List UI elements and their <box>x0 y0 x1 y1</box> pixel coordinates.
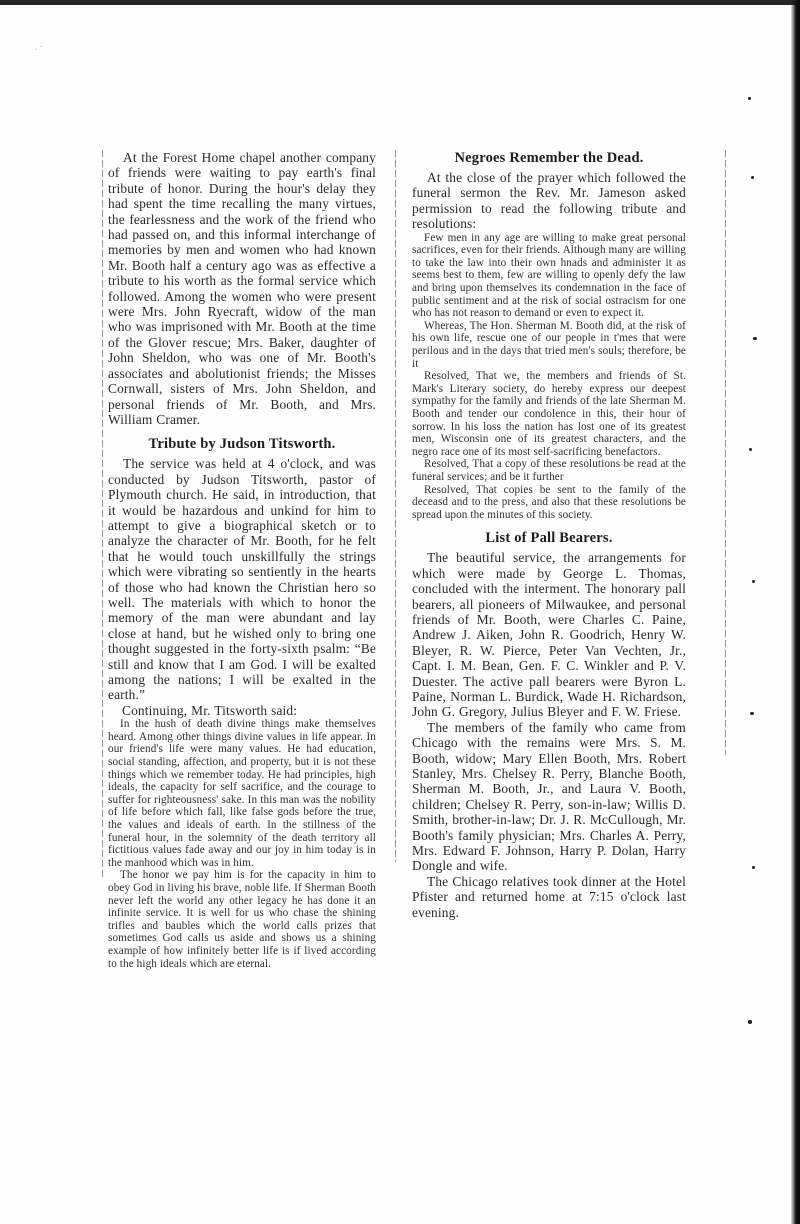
paragraph-continuing-titsworth: Continuing, Mr. Titsworth said: <box>122 702 298 718</box>
article-columns <box>108 150 728 970</box>
dust-speck <box>751 176 754 179</box>
resolution-whereas: Whereas, The Hon. Sherman M. Booth did, at the risk of his own life, rescue one of our people in t'mes that were perilous and in the days that tried men's souls; therefore, be it <box>412 319 686 370</box>
quote-hush-of-death: In the hush of death divine things make themselves heard. Among other things divine values in life appear. In our friend's life were many values. He had education, social standing, affection, and property, but it is not these things which we remember today. He had principles, high ideals, the capacity for self sacrifice, and the courage to suffer for righteousness' sake. In this man was the nobility of life before which fall, like false gods before the true, the values and ideals of earth. In the stillness of the funeral hour, in the solemnity of the death territory all fictitious values fade away and our joy in him today is in the manhood which was in him. <box>108 718 376 869</box>
column-rule-right <box>725 150 726 755</box>
heading-list-of-pall-bearers: List of Pall Bearers. <box>485 530 613 547</box>
heading-negroes-remember-the-dead: Negroes Remember the Dead. <box>454 150 644 166</box>
dust-speck <box>752 580 755 583</box>
resolution-first: Resolved, That we, the members and friends of St. Mark's Literary society, do hereby express our deepest sympathy for the family and friends of the late Sherman M. Booth and tender our condolence in this, their hour of sorrow. In his loss the nation has lost one of its greatest men, Wisconsin one of its greatest characters, and the negro race one of its most self-sacrificing benefactors. <box>412 370 686 458</box>
dust-speck <box>748 97 751 100</box>
paragraph-chicago-relatives: The Chicago relatives took dinner at the Hotel Pfister and returned home at 7:15 o'clock last evening. <box>412 873 686 920</box>
dust-speck <box>749 448 752 451</box>
heading-tribute-by-judson-titsworth: Tribute by Judson Titsworth. <box>148 436 336 453</box>
resolution-third: Resolved, That copies be sent to the family of the deceasd and to the press, and also that these resolutions be spread upon the minutes of this society. <box>412 483 686 521</box>
quote-honor-we-pay-him: The honor we pay him is for the capacity in him to obey God in living his brave, noble life. If Sherman Booth never left the world any other legacy he has done it an infinite service. It is well for us who chase the shining trifles and baubles which the world calls prizes that sometimes God calls us aside and shows us a shining example of how infinitely better life is if lived according to the high ideals which are eternal. <box>108 869 376 970</box>
paragraph-close-of-prayer: At the close of the prayer which followed the funeral sermon the Rev. Mr. Jameson asked permission to read the following tribute and resolutions: <box>412 170 686 232</box>
right-column <box>412 150 686 970</box>
paragraph-family-members: The members of the family who came from Chicago with the remains were Mrs. S. M. Booth, widow; Mary Ellen Booth, Mrs. Robert Stanley, Mrs. Chelsey R. Perry, Blanche Booth, Sherman M. Booth, Jr., and Laura V. Booth, children; Chelsey R. Perry, son-in-law; Willis D. Smith, brother-in-law; Dr. J. R. McCullough, Mr. Booth's family physician; Mrs. Charles A. Perry, Mrs. Edward F. Johnson, Harry P. Dolan, Harry Dongle and wife. <box>412 719 686 874</box>
resolution-second: Resolved, That a copy of these resolutions be read at the funeral services; and be it further <box>412 458 686 483</box>
corner-smudge-artifact: ·˙ <box>34 44 46 56</box>
scan-top-edge-band <box>0 0 800 5</box>
resolution-preamble: Few men in any age are willing to make great personal sacrifices, even for their friends. Although many are willing to take the law into their own hnads and administer it as seems best to them, few are willing to openly defy the law and bring upon themselves its condemnation in the face of public sentiment and at the risk of social ostracism for one who has not reason to demand or even to expect it. <box>412 231 686 320</box>
dust-speck <box>753 337 757 340</box>
newspaper-clipping <box>108 150 728 970</box>
left-column <box>108 150 376 970</box>
paragraph-forest-home-chapel: At the Forest Home chapel another company of friends were waiting to pay earth's final tribute of honor. During the hour's delay they had spent the time recalling the many virtues, the fearlessness and the work of the friend who had passed on, and this informal interchange of memories by men and women who had known Mr. Booth half a century ago was as effective a tribute to his worth as the formal service which followed. Among the women who were present were Mrs. John Ryecraft, widow of the man who was imprisoned with Mr. Booth at the time of the Glover rescue; Mrs. Baker, daughter of John Sheldon, who was one of Mr. Booth's associates and abolutionist friends; the Misses Cornwall, sisters of Mrs. John Sheldon, and personal friends of Mr. Booth, and Mrs. William Cramer. <box>108 150 376 427</box>
dust-speck <box>748 1020 752 1024</box>
paragraph-service-held: The service was held at 4 o'clock, and was conducted by Judson Titsworth, pastor of Plymouth church. He said, in introduction, that it would be hazardous and unkind for him to attempt to give a biographical sketch or to analyze the character of Mr. Booth, for he felt that he would touch unskillfully the strings which were vibrating so sentiently in the hearts of those who had known the Christian hero so well. The materials with which to honor the memory of the man were abundant and lay close at hand, but he wished only to bring one thought suggested in the forty-sixth psalm: “Be still and know that I am God. I will be exalted among the nations; I will be exalted in the earth.” <box>108 456 376 703</box>
dust-speck <box>750 712 754 715</box>
dust-speck <box>752 866 755 869</box>
column-rule-left <box>102 150 103 880</box>
paragraph-pall-bearers: The beautiful service, the arrangements for which were made by George L. Thomas, concluded with the interment. The honorary pall bearers, all pioneers of Milwaukee, and personal friends of Mr. Booth, were Charles C. Paine, Andrew J. Aiken, John R. Goodrich, Henry W. Bleyer, R. W. Pierce, Peter Van Vechten, Jr., Capt. I. M. Bean, Gen. F. C. Winkler and P. V. Duester. The active pall bearers were Byron L. Paine, Norman L. Burdick, Wade H. Richardson, John G. Gregory, Julius Bleyer and F. W. Friese. <box>412 550 686 720</box>
scan-right-edge-band <box>791 0 800 1224</box>
column-rule-middle <box>395 150 396 862</box>
